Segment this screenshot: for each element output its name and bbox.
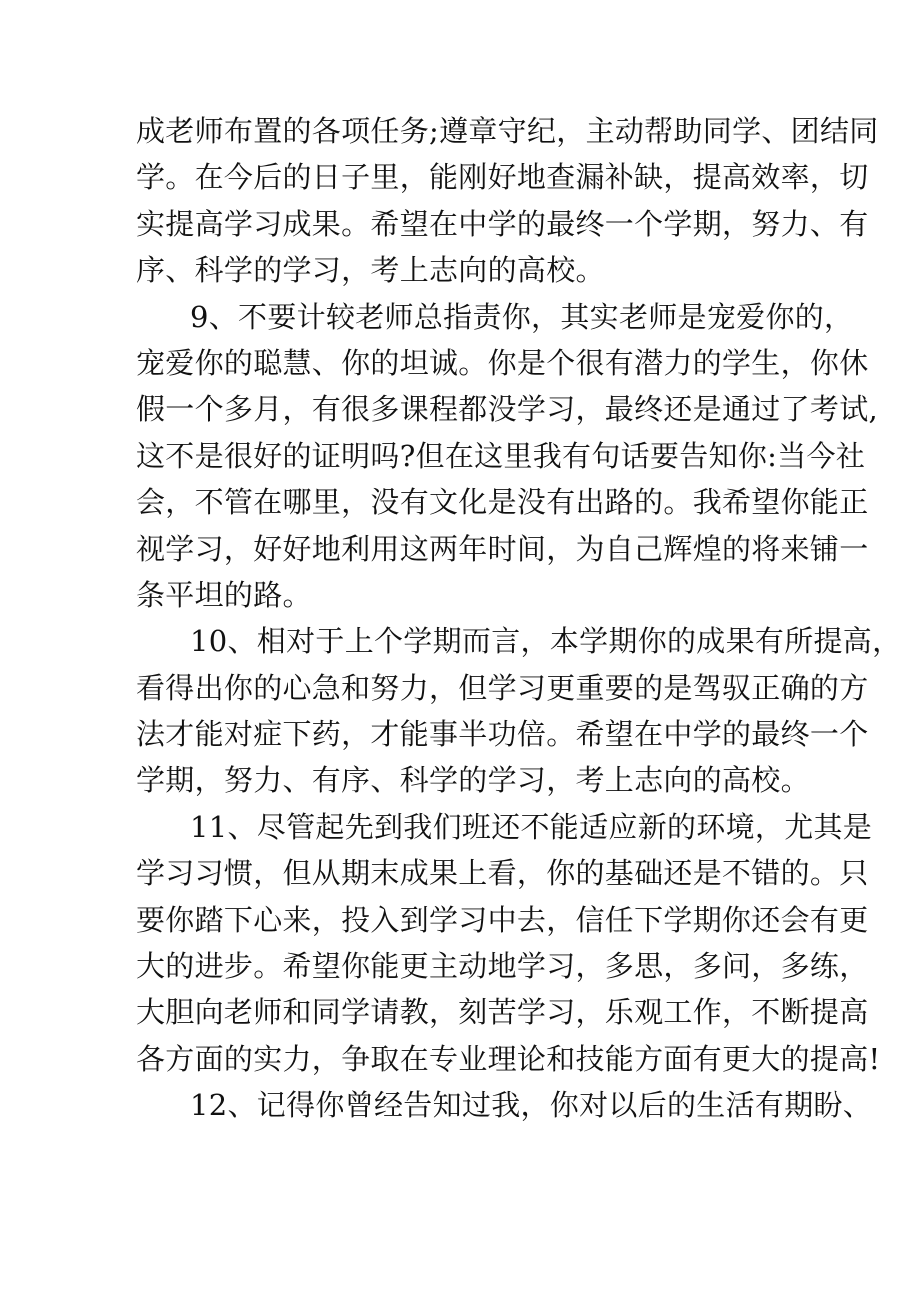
text-line: 各方面的实力，争取在专业理论和技能方面有更大的提高! xyxy=(136,1041,881,1076)
text-line: 序、科学的学习，考上志向的高校。 xyxy=(136,253,605,288)
text-line: 假一个多月，有很多课程都没学习，最终还是通过了考试, xyxy=(136,392,879,427)
body-text xyxy=(136,108,902,1129)
text-line: 成老师布置的各项任务;遵章守纪，主动帮助同学、团结同 xyxy=(136,114,879,148)
paragraph-12-first-line: 12、记得你曾经告知过我，你对以后的生活有期盼、 xyxy=(190,1088,873,1123)
text-line: 大的进步。希望你能更主动地学习，多思，多问，多练， xyxy=(136,949,869,984)
text-line: 实提高学习成果。希望在中学的最终一个学期，努力、有 xyxy=(136,206,869,241)
paragraph-9-first-line: 9、不要计较老师总指责你，其实老师是宠爱你的， xyxy=(190,299,854,334)
text-line: 学期，努力、有序、科学的学习，考上志向的高校。 xyxy=(136,763,810,798)
text-line: 视学习，好好地利用这两年时间，为自己辉煌的将来铺一 xyxy=(136,531,869,566)
text-line: 条平坦的路。 xyxy=(136,577,312,612)
text-line: 要你踏下心来，投入到学习中去，信任下学期你还会有更 xyxy=(136,902,869,937)
paragraph-10-first-line: 10、相对于上个学期而言，本学期你的成果有所提高， xyxy=(190,624,902,659)
text-line: 看得出你的心急和努力，但学习更重要的是驾驭正确的方 xyxy=(136,670,869,705)
text-line: 大胆向老师和同学请教，刻苦学习，乐观工作，不断提高 xyxy=(136,995,869,1030)
text-line: 学习习惯，但从期末成果上看，你的基础还是不错的。只 xyxy=(136,856,869,891)
text-line: 学。在今后的日子里，能刚好地查漏补缺，提高效率，切 xyxy=(136,160,869,195)
text-line: 法才能对症下药，才能事半功倍。希望在中学的最终一个 xyxy=(136,717,869,752)
text-line: 这不是很好的证明吗?但在这里我有句话要告知你:当今社 xyxy=(136,438,866,473)
text-line: 宠爱你的聪慧、你的坦诚。你是个很有潜力的学生，你休 xyxy=(136,345,869,380)
paragraph-11-first-line: 11、尽管起先到我们班还不能适应新的环境，尤其是 xyxy=(190,809,873,844)
text-line: 会，不管在哪里，没有文化是没有出路的。我希望你能正 xyxy=(136,485,869,520)
